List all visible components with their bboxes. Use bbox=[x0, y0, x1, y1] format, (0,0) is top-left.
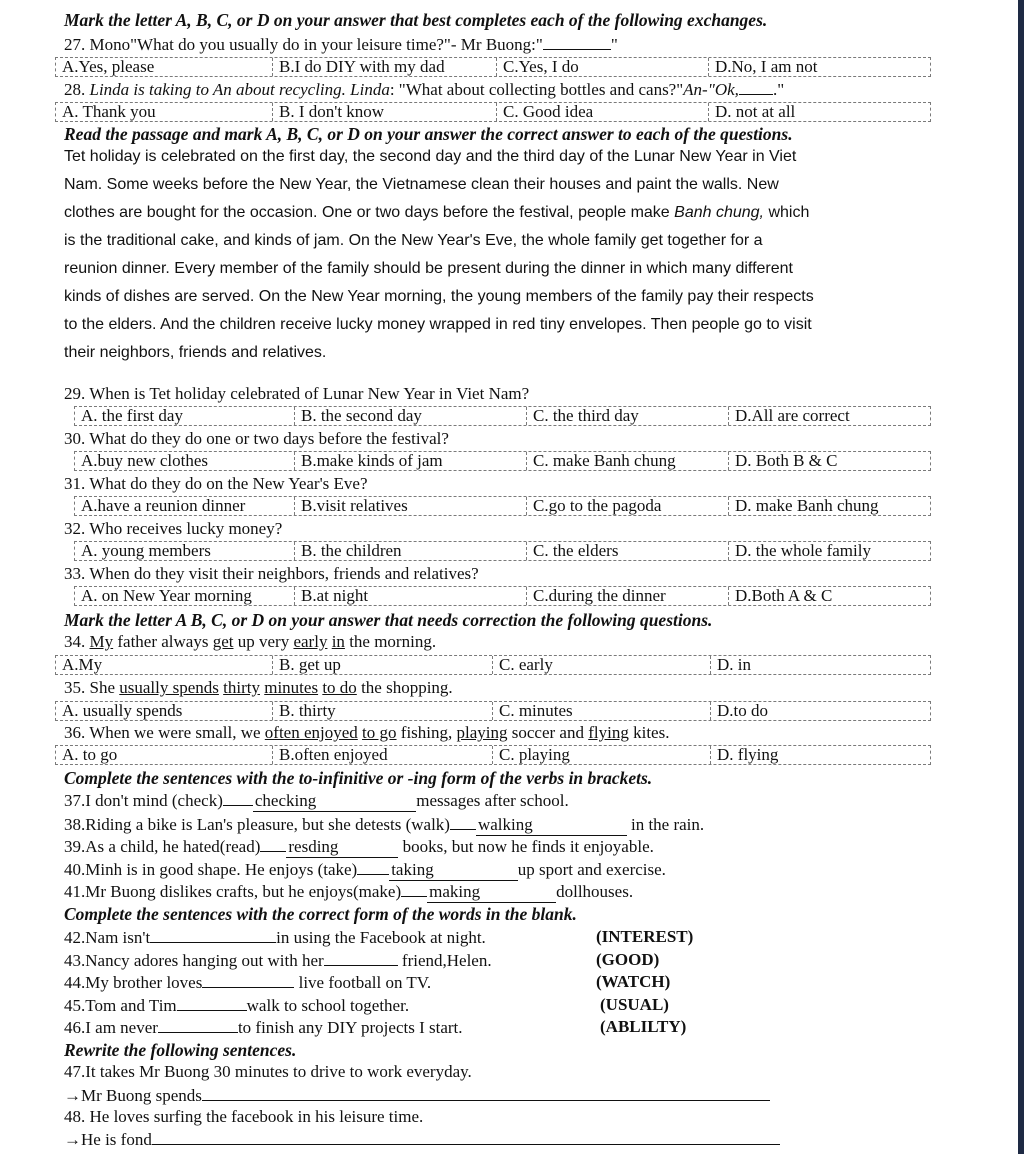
option-b[interactable]: B.make kinds of jam bbox=[294, 452, 526, 470]
filled-answer[interactable]: resding bbox=[286, 837, 398, 858]
question-35: 35. She usually spends thirty minutes to do the shopping. bbox=[64, 678, 453, 697]
answer-blank[interactable] bbox=[357, 859, 389, 875]
section-heading-exchanges: Mark the letter A, B, C, or D on your answer that best completes each of the following exchanges. bbox=[64, 10, 768, 30]
option-c[interactable]: C. make Banh chung bbox=[526, 452, 728, 470]
window-edge bbox=[1018, 0, 1024, 1154]
option-b[interactable]: B.at night bbox=[294, 587, 526, 605]
passage-line: their neighbors, friends and relatives. bbox=[64, 344, 327, 361]
option-c[interactable]: C. the elders bbox=[526, 542, 728, 560]
word-cue: (WATCH) bbox=[596, 972, 671, 991]
passage-line: kinds of dishes are served. On the New Year morning, the young members of the family pay their respects bbox=[64, 288, 814, 305]
question-27 bbox=[64, 34, 618, 55]
question-36-options bbox=[55, 745, 931, 765]
word-cue: (ABLILTY) bbox=[600, 1017, 687, 1036]
question-47-rewrite: →Mr Buong spends bbox=[64, 1085, 770, 1106]
answer-blank[interactable] bbox=[739, 79, 773, 95]
question-28-prompt: : "What about collecting bottles and cans?" bbox=[389, 80, 684, 99]
word-cue: (USUAL) bbox=[600, 995, 669, 1014]
option-b[interactable]: B. I don't know bbox=[272, 103, 496, 121]
option-a[interactable]: A. to go bbox=[62, 745, 118, 764]
option-c[interactable]: C. early bbox=[492, 656, 710, 674]
filled-answer[interactable]: making bbox=[427, 882, 556, 903]
option-b[interactable]: B.I do DIY with my dad bbox=[272, 58, 496, 76]
underlined-part: My bbox=[89, 632, 114, 651]
answer-blank[interactable] bbox=[260, 836, 286, 852]
underlined-part: often enjoyed bbox=[264, 723, 358, 742]
option-d[interactable]: D. Both B & C bbox=[728, 452, 930, 470]
option-c[interactable]: C.Yes, I do bbox=[496, 58, 708, 76]
answer-blank[interactable] bbox=[150, 927, 276, 943]
option-a[interactable]: A.have a reunion dinner bbox=[81, 496, 246, 515]
question-32-options bbox=[74, 541, 931, 561]
option-c[interactable]: C.go to the pagoda bbox=[526, 497, 728, 515]
underlined-part: early bbox=[293, 632, 328, 651]
question-30-options bbox=[74, 451, 931, 471]
filled-answer[interactable]: checking bbox=[253, 791, 416, 812]
question-32: 32. Who receives lucky money? bbox=[64, 519, 283, 538]
question-48-rewrite: →He is fond bbox=[64, 1129, 780, 1150]
question-36: 36. When we were small, we often enjoyed to go fishing, playing soccer and flying kites. bbox=[64, 723, 670, 742]
question-44: 44.My brother loves live football on TV. bbox=[64, 973, 432, 992]
option-a[interactable]: A.My bbox=[62, 655, 103, 674]
question-28 bbox=[64, 79, 784, 100]
option-c[interactable]: C. the third day bbox=[526, 407, 728, 425]
question-38: 38.Riding a bike is Lan's pleasure, but she detests (walk) walking in the rain. bbox=[64, 815, 705, 834]
filled-answer[interactable]: taking bbox=[389, 860, 518, 881]
answer-line[interactable] bbox=[202, 1085, 770, 1101]
section-heading-error-correction: Mark the letter A B, C, or D on your answer that needs correction the following questions. bbox=[64, 610, 713, 630]
option-a[interactable]: A. Thank you bbox=[62, 102, 156, 121]
answer-blank[interactable] bbox=[158, 1017, 238, 1033]
option-b[interactable]: B. get up bbox=[272, 656, 492, 674]
passage-line: clothes are bought for the occasion. One or two days before the festival, people make Banh chung, which bbox=[64, 204, 810, 221]
section-heading-rewrite: Rewrite the following sentences. bbox=[64, 1040, 297, 1060]
question-47: 47.It takes Mr Buong 30 minutes to drive to work everyday. bbox=[64, 1062, 472, 1081]
question-45: 45.Tom and Tim walk to school together. bbox=[64, 996, 410, 1015]
answer-blank[interactable] bbox=[202, 972, 294, 988]
reading-passage bbox=[64, 143, 924, 367]
question-28-options bbox=[55, 102, 931, 122]
underlined-part: usually spends bbox=[119, 678, 219, 697]
question-43: 43.Nancy adores hanging out with her friend,Helen. bbox=[64, 951, 492, 970]
answer-blank[interactable] bbox=[177, 995, 247, 1011]
underlined-part: minutes bbox=[264, 678, 319, 697]
option-c[interactable]: C. minutes bbox=[492, 702, 710, 720]
option-d[interactable]: D. make Banh chung bbox=[728, 497, 930, 515]
underlined-part: get bbox=[212, 632, 234, 651]
underlined-part: to do bbox=[322, 678, 357, 697]
word-cue: (INTEREST) bbox=[596, 927, 694, 946]
underlined-part: flying bbox=[588, 723, 629, 742]
passage-line: to the elders. And the children receive lucky money wrapped in red tiny envelopes. Then people go to visit bbox=[64, 316, 812, 333]
question-28-context: Linda is taking to An about recycling. Linda bbox=[85, 80, 390, 99]
question-33-options bbox=[74, 586, 931, 606]
question-48: 48. He loves surfing the facebook in his leisure time. bbox=[64, 1107, 424, 1126]
option-d[interactable]: D.to do bbox=[710, 702, 930, 720]
answer-line[interactable] bbox=[152, 1129, 780, 1145]
question-28-speaker: An-"Ok, bbox=[683, 80, 739, 99]
option-d[interactable]: D. the whole family bbox=[728, 542, 930, 560]
question-39: 39.As a child, he hated(read) resding books, but now he finds it enjoyable. bbox=[64, 837, 654, 856]
question-33: 33. When do they visit their neighbors, friends and relatives? bbox=[64, 564, 479, 583]
passage-term: Banh chung, bbox=[674, 204, 764, 221]
option-b[interactable]: B.often enjoyed bbox=[272, 746, 492, 764]
answer-blank[interactable] bbox=[450, 814, 476, 830]
word-cue: (GOOD) bbox=[596, 950, 660, 969]
question-34-options bbox=[55, 655, 931, 675]
option-b[interactable]: B. the children bbox=[294, 542, 526, 560]
option-d[interactable]: D.Both A & C bbox=[728, 587, 930, 605]
question-46: 46.I am never to finish any DIY projects I start. bbox=[64, 1018, 463, 1037]
option-d[interactable]: D.All are correct bbox=[728, 407, 930, 425]
passage-line: is the traditional cake, and kinds of jam. On the New Year's Eve, the whole family get together for a bbox=[64, 232, 763, 249]
option-b[interactable]: B.visit relatives bbox=[294, 497, 526, 515]
option-d[interactable]: D. not at all bbox=[708, 103, 930, 121]
answer-blank[interactable] bbox=[223, 790, 253, 806]
option-d[interactable]: D. in bbox=[710, 656, 930, 674]
passage-line: reunion dinner. Every member of the family should be present during the dinner in which many different bbox=[64, 260, 793, 277]
option-c[interactable]: C. playing bbox=[492, 746, 710, 764]
underlined-part: thirty bbox=[223, 678, 260, 697]
option-a[interactable]: A.buy new clothes bbox=[81, 451, 209, 470]
question-27-close: " bbox=[610, 35, 618, 54]
option-c[interactable]: C.during the dinner bbox=[526, 587, 728, 605]
option-a[interactable]: A.Yes, please bbox=[62, 57, 155, 76]
question-28-number: 28. bbox=[64, 80, 86, 99]
option-a[interactable]: A. the first day bbox=[81, 406, 183, 425]
section-heading-verb-forms: Complete the sentences with the to-infinitive or -ing form of the verbs in brackets. bbox=[64, 768, 653, 788]
option-a[interactable]: A. on New Year morning bbox=[81, 586, 252, 605]
underlined-part: playing bbox=[456, 723, 508, 742]
question-37: 37.I don't mind (check) checking messages after school. bbox=[64, 791, 569, 810]
question-41: 41.Mr Buong dislikes crafts, but he enjoys(make) making dollhouses. bbox=[64, 882, 634, 901]
question-35-options bbox=[55, 701, 931, 721]
answer-blank[interactable] bbox=[324, 950, 398, 966]
answer-blank[interactable] bbox=[543, 34, 611, 50]
option-c[interactable]: C. Good idea bbox=[496, 103, 708, 121]
question-42: 42.Nam isn't in using the Facebook at night. bbox=[64, 928, 486, 947]
question-27-text: 27. Mono"What do you usually do in your leisure time?"- Mr Buong:" bbox=[64, 35, 543, 54]
question-30: 30. What do they do one or two days before the festival? bbox=[64, 429, 449, 448]
question-31: 31. What do they do on the New Year's Eve? bbox=[64, 474, 368, 493]
passage-line: Nam. Some weeks before the New Year, the Vietnamese clean their houses and paint the walls. New bbox=[64, 176, 779, 193]
question-27-options bbox=[55, 57, 931, 77]
option-b[interactable]: B. thirty bbox=[272, 702, 492, 720]
option-a[interactable]: A. young members bbox=[81, 541, 211, 560]
filled-answer[interactable]: walking bbox=[476, 815, 627, 836]
section-heading-word-forms: Complete the sentences with the correct form of the words in the blank. bbox=[64, 904, 577, 924]
question-28-close: ." bbox=[772, 80, 785, 99]
option-a[interactable]: A. usually spends bbox=[62, 701, 183, 720]
section-heading-reading: Read the passage and mark A, B, C, or D on your answer the correct answer to each of the questions. bbox=[64, 124, 793, 144]
question-40: 40.Minh is in good shape. He enjoys (take) taking up sport and exercise. bbox=[64, 860, 666, 879]
underlined-part: to go bbox=[362, 723, 397, 742]
question-31-options bbox=[74, 496, 931, 516]
underlined-part: in bbox=[331, 632, 345, 651]
question-29: 29. When is Tet holiday celebrated of Lunar New Year in Viet Nam? bbox=[64, 384, 530, 403]
answer-blank[interactable] bbox=[401, 881, 427, 897]
question-29-options bbox=[74, 406, 931, 426]
option-d[interactable]: D.No, I am not bbox=[708, 58, 930, 76]
option-d[interactable]: D. flying bbox=[710, 746, 930, 764]
option-b[interactable]: B. the second day bbox=[294, 407, 526, 425]
question-34: 34. My father always get up very early in the morning. bbox=[64, 632, 437, 651]
passage-line: Tet holiday is celebrated on the first day, the second day and the third day of the Lunar New Year in Viet bbox=[64, 148, 797, 165]
